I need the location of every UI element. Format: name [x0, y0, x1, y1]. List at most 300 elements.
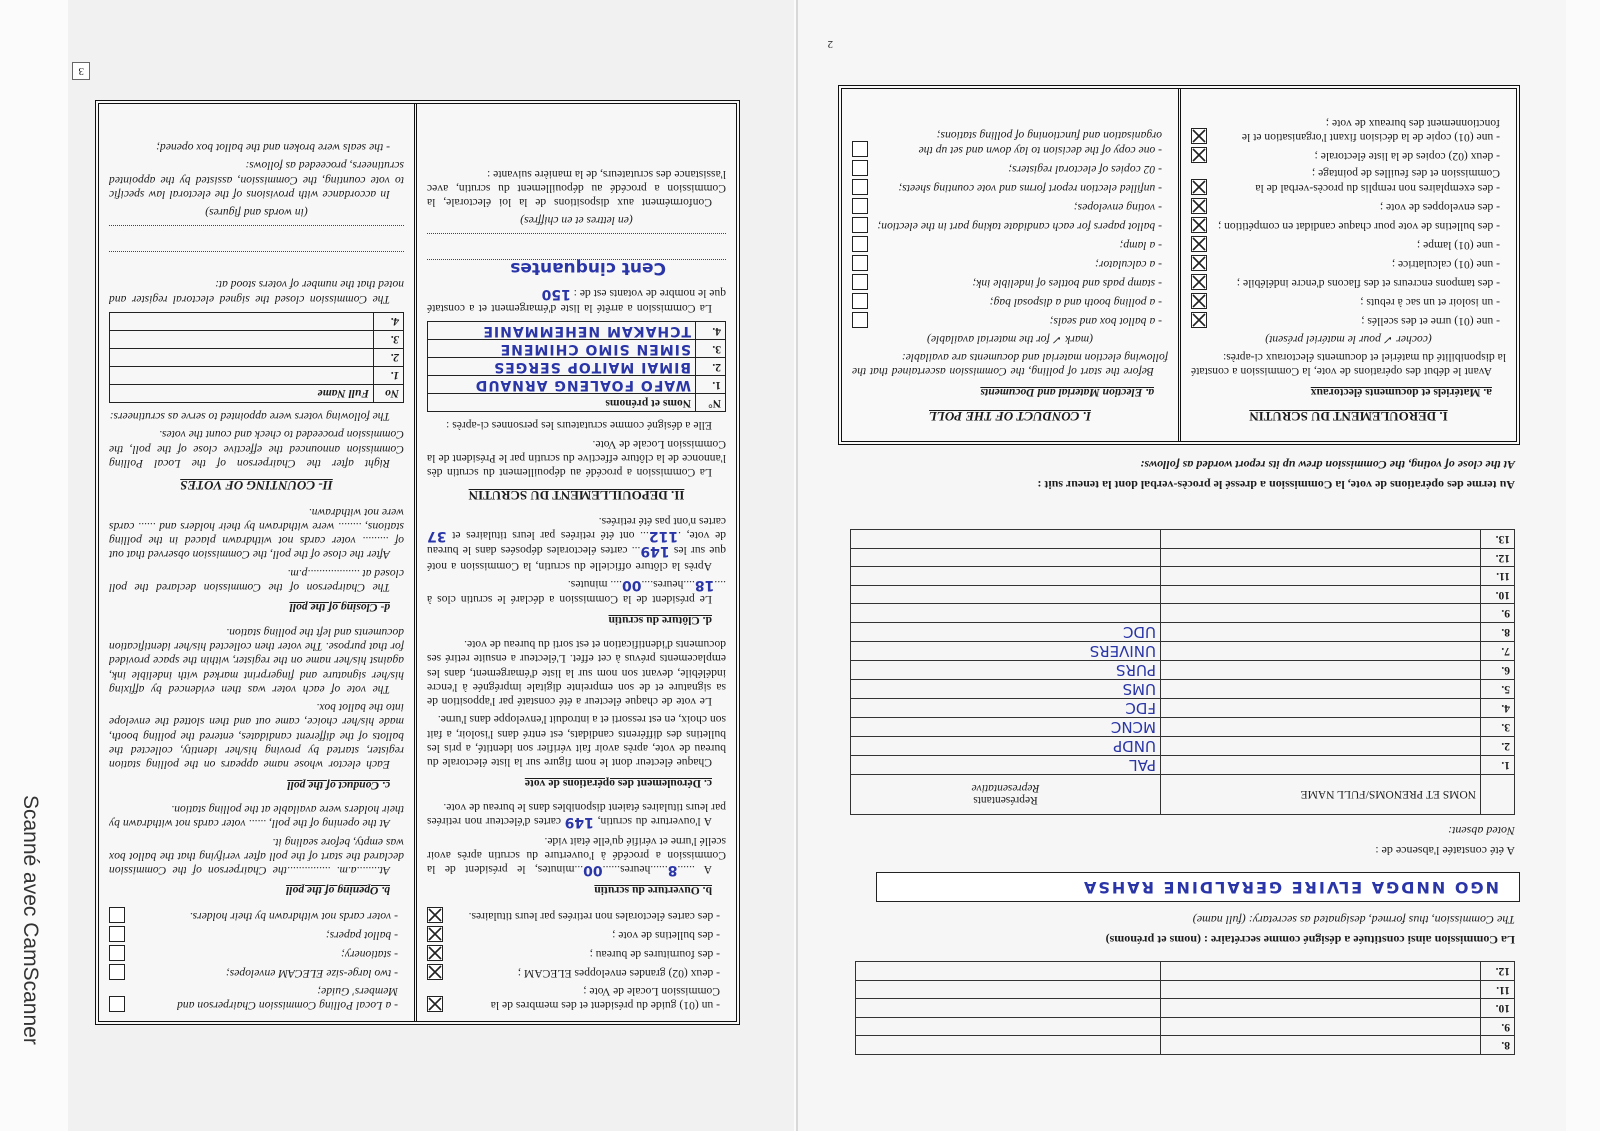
- page-number: 3: [73, 62, 91, 80]
- table-row: [428, 340, 726, 358]
- checklist-item: [852, 255, 1162, 271]
- paragraph: [109, 624, 404, 695]
- checklist-label: - des fournitures de bureau ;: [589, 948, 720, 962]
- section-heading: II. DEPOUILLEMENT DU SCRUTIN: [468, 487, 685, 503]
- row-num: 8.: [1481, 1036, 1515, 1055]
- table-row: [851, 623, 1515, 642]
- section-heading: I. CONDUCT OF THE POLL: [929, 409, 1091, 424]
- paragraph-text: - the seals were broken and the ballot box opened;: [156, 141, 390, 155]
- row-num: 5.: [1481, 680, 1515, 699]
- header-num: N°: [696, 394, 726, 412]
- absent-name: [1161, 699, 1481, 718]
- checklist-item: [109, 907, 398, 923]
- checklist-label: - a calculator;: [1095, 257, 1162, 271]
- empty-checkbox: [852, 198, 868, 214]
- row-num: 7.: [1481, 642, 1515, 661]
- paragraph-text: ...minutes, le président de la Commission a procédé à l'ouverture du scrutin après avoir scellé l'urne et vérifié qu'elle était vide.: [427, 834, 726, 877]
- header-num: No: [374, 384, 404, 402]
- table-row: [851, 699, 1515, 718]
- caption: (en lettres et en chiffres): [520, 214, 633, 228]
- dotted-answer-line: [427, 257, 726, 280]
- checklist-item: [1191, 293, 1500, 309]
- paragraph: [109, 427, 404, 470]
- scrutineer-name: [110, 366, 374, 384]
- checklist-label: - one copy of the decision to lay down and set up the organisation and functioning of polling stations;: [918, 129, 1162, 157]
- scrutineers-table: [109, 312, 404, 403]
- row-num: 4.: [696, 322, 726, 340]
- x-mark-icon: [1192, 275, 1206, 289]
- empty-checkbox: [852, 255, 868, 271]
- header-num: [1481, 775, 1515, 815]
- absent-name: [1161, 604, 1481, 623]
- subsection-heading: d- Closing of the poll: [289, 601, 390, 615]
- scrutineer-name: [110, 330, 374, 348]
- page-2: [800, 20, 1560, 1110]
- checklist-label: - a polling booth and a disposal bag;: [989, 295, 1162, 309]
- table-row: [851, 549, 1515, 568]
- checklist-item: [1191, 115, 1500, 144]
- checklist-label: - two large-size ELECAM envelopes;: [225, 967, 398, 981]
- paragraph-text: A ......: [677, 863, 712, 877]
- checklist-item: [427, 907, 720, 923]
- x-mark-icon: [428, 946, 442, 960]
- paragraph: [109, 504, 404, 561]
- table-header: [851, 775, 1515, 815]
- report-frame: [95, 100, 740, 1025]
- checklist-item: [109, 945, 398, 961]
- table-row: [851, 567, 1515, 586]
- table-row: [856, 999, 1515, 1018]
- paragraph-text: ......heures......: [602, 863, 668, 877]
- paragraph-text: Le vote de chaque électeur a été constaté par l'apposition de sa signature et de son empreinte digitale imprégnée à l'encre indélébile, devant son nom sur la liste d'émargement, dans les emplacements prévus à cet effet. L'électeur a ensuite retiré ses documents d'identification et est sorti du bureau de vote.: [427, 637, 726, 709]
- empty-checkbox: [109, 926, 125, 942]
- paragraph: [852, 350, 1168, 379]
- checklist-label: - a Local Polling Commission Chairperson and Members' Guide;: [177, 984, 398, 1012]
- paragraph: [109, 565, 404, 594]
- subsection-heading: b. Opening of the poll: [285, 884, 390, 898]
- paragraph: [427, 286, 726, 316]
- representative-party: MCNC: [851, 718, 1161, 737]
- handwritten-value: 149: [640, 543, 670, 560]
- paragraph: [109, 277, 404, 306]
- x-mark-icon: [1192, 294, 1206, 308]
- paragraph-text: At the opening of the poll, ...... voter cards not withdrawn by their holders were available at the polling station.: [109, 802, 404, 831]
- subsection-heading: c. Déroulement des opérations de vote: [524, 776, 712, 790]
- row-num: 13.: [1481, 530, 1515, 549]
- paragraph-text: Conformément aux dispositions de la loi électorale, la Commission a procédé au dépouillement du scrutin, avec l'assistance des scrutateurs, de la manière suivante :: [427, 167, 726, 210]
- table-row: [851, 718, 1515, 737]
- table-row: [110, 330, 404, 348]
- checklist-label: - des bulletins de vote ;: [612, 929, 720, 943]
- paragraph: [109, 158, 404, 201]
- row-num: 11.: [1481, 567, 1515, 586]
- row-num: 1.: [374, 366, 404, 384]
- member-role: [856, 999, 1161, 1018]
- member-name: [1161, 1036, 1481, 1055]
- secretary-name-field: [876, 872, 1520, 902]
- handwritten-value: Cent cinquantes: [510, 257, 666, 278]
- secretary-label-fr: La Commission ainsi constituée a désigné comme secrétaire : (noms et prénoms): [1105, 933, 1515, 947]
- checklist-item: [1191, 255, 1500, 271]
- subsection-heading: a. Matériels et documents électoraux: [1310, 385, 1492, 399]
- checklist-item: [1191, 274, 1500, 290]
- absent-name: [1161, 737, 1481, 756]
- representative-party: PURS: [851, 661, 1161, 680]
- checklist-item: [852, 179, 1162, 195]
- caption: (in words and figures): [205, 206, 308, 220]
- paragraph: [427, 166, 726, 209]
- checklist-item: [852, 217, 1162, 233]
- table-row: [856, 981, 1515, 1000]
- x-mark-icon: [428, 965, 442, 979]
- paragraph: [1191, 350, 1506, 379]
- checklist-item: [1191, 198, 1500, 214]
- representative-party: [851, 604, 1161, 623]
- checklist-label: - stamp pads and bottles of indelible ink;: [972, 276, 1162, 290]
- row-num: 1.: [1481, 756, 1515, 775]
- absent-name: [1161, 642, 1481, 661]
- french-column: [414, 104, 736, 1021]
- header-rep-fr: Représentants: [973, 794, 1038, 807]
- header-representative: [851, 775, 1161, 815]
- x-mark-icon: [1192, 313, 1206, 327]
- paragraph-text: The following voters were appointed to serve as scrutineers:: [109, 410, 390, 424]
- dotted-answer-line: [427, 234, 726, 254]
- member-role: [856, 981, 1161, 1000]
- scrutineers-table: [427, 321, 726, 412]
- checked-checkbox: [427, 964, 443, 980]
- representative-party: [851, 530, 1161, 549]
- empty-checkbox: [852, 312, 868, 328]
- checked-checkbox: [1191, 236, 1207, 252]
- checklist-label: - une (01) urne et des scellés ;: [1361, 314, 1500, 328]
- handwritten-value: 8: [667, 862, 678, 879]
- checklist-label: - unfilled election report forms and vote counting sheets;: [898, 181, 1162, 195]
- checklist-label: - des tampons encreurs et des flacons d'encre indélébile ;: [1236, 276, 1500, 290]
- paragraph: [427, 800, 726, 830]
- x-mark-icon: [1192, 218, 1206, 232]
- checklist-item: [109, 983, 398, 1012]
- french-column: [1178, 89, 1516, 441]
- checklist-label: - voter cards not withdrawn by their holders.: [189, 910, 398, 924]
- empty-checkbox: [109, 907, 125, 923]
- row-num: 4.: [374, 312, 404, 330]
- checklist-label: - une (01) copie de la décision fixant l'organisation et le fonctionnement des bureaux de vote ;: [1241, 116, 1500, 144]
- row-num: 2.: [1481, 737, 1515, 756]
- checklist-label: - des enveloppes de vote ;: [1379, 200, 1500, 214]
- table-row: [851, 661, 1515, 680]
- paragraph: [109, 834, 404, 877]
- subsection-heading: b. Ouverture du scrutin: [594, 884, 712, 898]
- absence-label-en: Noted absent:: [1448, 824, 1515, 838]
- member-name: [1161, 962, 1481, 981]
- checked-checkbox: [1191, 312, 1207, 328]
- empty-checkbox: [852, 236, 868, 252]
- paragraph: [427, 418, 726, 432]
- absent-name: [1161, 549, 1481, 568]
- row-num: 12.: [1481, 549, 1515, 568]
- scrutineer-name: BIMAI MAITOP SERGES: [428, 358, 696, 376]
- paragraph: [109, 140, 404, 154]
- absent-name: [1161, 718, 1481, 737]
- table-row: [428, 376, 726, 394]
- checklist-item: [852, 128, 1162, 157]
- paragraph-text: Avant le début des opérations de vote, la Commission a constaté la disponibilité du matériel et documents électoraux ci-après:: [1191, 351, 1506, 379]
- paragraph-text: The vote of each voter was then evidenced by affixing his/her signature and fingerprint marked with indelible ink, against his/her name on the register, within the space provided for that purpose. The voter then collected his/her identification documents and left the polling station.: [109, 625, 404, 696]
- empty-checkbox: [852, 141, 868, 157]
- checked-checkbox: [1191, 198, 1207, 214]
- checklist-label: - stationery;: [341, 948, 398, 962]
- checked-checkbox: [1191, 217, 1207, 233]
- subsection-heading: c. Conduct of the poll: [287, 778, 390, 792]
- table-row: [110, 366, 404, 384]
- absent-name: [1161, 567, 1481, 586]
- paragraph-text: cartes n'ont pas été retirées.: [598, 514, 726, 528]
- x-mark-icon: [1192, 237, 1206, 251]
- empty-checkbox: [109, 996, 125, 1012]
- checked-checkbox: [1191, 147, 1207, 163]
- header-name: Noms et prénoms: [428, 394, 696, 412]
- empty-checkbox: [852, 179, 868, 195]
- checklist-label: - a lamp;: [1119, 238, 1162, 252]
- absent-name: [1161, 756, 1481, 775]
- x-mark-icon: [428, 997, 442, 1011]
- checklist-label: - une (01) lampe ;: [1416, 238, 1500, 252]
- member-role: [856, 1018, 1161, 1037]
- table-row: [856, 962, 1515, 981]
- checklist-item: [109, 964, 398, 980]
- row-num: 8.: [1481, 623, 1515, 642]
- paragraph-text: La Commission a arrêté la liste d'émargement et a constaté que le nombre de votants est de :: [427, 286, 726, 316]
- paragraph-text: Before the start of polling, the Commission ascertained that the following election material and documents are available:: [852, 351, 1168, 379]
- member-role: [856, 962, 1161, 981]
- camscanner-watermark: Scanné avec CamScanner: [19, 795, 42, 1045]
- member-role: [856, 1036, 1161, 1055]
- x-mark-icon: [428, 908, 442, 922]
- paragraph-text: ... ont été retirées par leurs titulaires et: [446, 529, 649, 543]
- checklist-item: [427, 964, 720, 980]
- page-number: 2: [827, 38, 833, 50]
- paragraph: [109, 409, 404, 423]
- handwritten-value: 00: [621, 577, 642, 594]
- members-table: [855, 962, 1515, 1056]
- checklist-item: [852, 312, 1162, 328]
- checklist-label: - ballot papers for each candidate taking part in the election;: [877, 219, 1162, 233]
- handwritten-value: 00: [583, 862, 603, 879]
- checklist-label: - un isoloir et un sac à rebuts ;: [1360, 295, 1500, 309]
- caption: (mark ✓ for the material available): [927, 332, 1093, 346]
- empty-checkbox: [852, 217, 868, 233]
- table-row: [110, 348, 404, 366]
- paragraph: [427, 514, 726, 573]
- row-num: 2.: [374, 348, 404, 366]
- checklist-label: - deux (02) grandes enveloppes ELECAM ;: [517, 967, 720, 981]
- row-num: 9.: [1481, 604, 1515, 623]
- row-num: 10.: [1481, 586, 1515, 605]
- row-num: 3.: [696, 340, 726, 358]
- table-row: [851, 586, 1515, 605]
- absent-table: [850, 530, 1515, 816]
- checklist-item: [427, 926, 720, 942]
- checklist-label: - a ballot box and seals;: [1049, 314, 1162, 328]
- row-num: 2.: [696, 358, 726, 376]
- row-num: 1.: [696, 376, 726, 394]
- paragraph-text: Each elector whose name appears on the polling station register, started by proving his/her identity, collected the ballots of the different candidates, entered the polling booth, made his/her choice, came out and then slotted the envelope into the ballot box.: [109, 701, 404, 772]
- table-row: [856, 1036, 1515, 1055]
- empty-checkbox: [109, 964, 125, 980]
- checklist-item: [1191, 147, 1500, 163]
- paragraph: [109, 802, 404, 831]
- handwritten-value: 18: [694, 577, 715, 594]
- english-column: [842, 89, 1178, 441]
- handwritten-value: 149: [564, 814, 594, 831]
- secretary-name: NGO NNDGA ELVIRE GERALDINE RAHSA: [1081, 878, 1499, 897]
- table-header: [110, 384, 404, 402]
- representative-party: UNIVERS: [851, 642, 1161, 661]
- paragraph-text: Right after the Chairperson of the Local Polling Commission announced the effective close of the poll, the Commission proceeded to check and count the votes.: [109, 428, 404, 470]
- checklist-item: [1191, 217, 1500, 233]
- checklist-item: [1191, 166, 1500, 195]
- table-header: [428, 394, 726, 412]
- paragraph: [427, 577, 726, 607]
- table-row: [851, 530, 1515, 549]
- paragraph-text: In accordance with provisions of the electoral law specific to vote counting, the Commission, assisted by the appointed scrutineers, proceeded as follows:: [109, 159, 404, 201]
- paragraph-text: Elle a désigné comme scrutateurs les personnes ci-après :: [446, 419, 712, 433]
- member-name: [1161, 981, 1481, 1000]
- paragraph: [427, 712, 726, 769]
- scrutineer-name: [110, 312, 374, 330]
- checklist-item: [852, 293, 1162, 309]
- scrutineer-name: SIMEN SIMO CHIMENE: [428, 340, 696, 358]
- checklist-label: - voting envelopes;: [1073, 200, 1162, 214]
- representative-party: FDC: [851, 699, 1161, 718]
- table-row: [428, 322, 726, 340]
- absent-name: [1161, 661, 1481, 680]
- report-intro-en: At the close of voting, the Commission drew up its report worded as follows:: [1140, 458, 1515, 472]
- handwritten-value: 150: [541, 285, 571, 302]
- row-num: 6.: [1481, 661, 1515, 680]
- checked-checkbox: [427, 945, 443, 961]
- section-heading: II- COUNTING OF VOTES: [180, 478, 333, 494]
- subsection-heading: a. Election Material and Documents: [980, 385, 1154, 399]
- x-mark-icon: [428, 927, 442, 941]
- row-num: 9.: [1481, 1018, 1515, 1037]
- table-row: [851, 680, 1515, 699]
- checklist-item: [852, 236, 1162, 252]
- table-row: [851, 756, 1515, 775]
- checklist-item: [109, 926, 398, 942]
- checklist-item: [852, 198, 1162, 214]
- representative-party: [851, 567, 1161, 586]
- checklist-item: [427, 983, 720, 1012]
- paragraph-text: The Commission closed the signed electoral register and noted that the number of voters stood at:: [109, 278, 404, 306]
- checklist-label: - deux (02) copies de la liste électorale ;: [1314, 149, 1500, 163]
- dotted-answer-line: [109, 225, 404, 245]
- table-row: [851, 604, 1515, 623]
- empty-checkbox: [852, 293, 868, 309]
- paragraph-text: ... cartes électorales déposées dans le bureau de vote, .: [427, 529, 726, 558]
- member-name: [1161, 999, 1481, 1018]
- row-num: 12.: [1481, 962, 1515, 981]
- absence-label-fr: A été constatée l'absence de :: [1375, 844, 1515, 858]
- conduct-frame: [838, 85, 1520, 445]
- representative-party: UMS: [851, 680, 1161, 699]
- checklist-item: [427, 945, 720, 961]
- checked-checkbox: [1191, 274, 1207, 290]
- paragraph: [109, 700, 404, 771]
- paragraph: [427, 833, 726, 877]
- row-num: 11.: [1481, 981, 1515, 1000]
- absent-name: [1161, 680, 1481, 699]
- x-mark-icon: [1192, 199, 1206, 213]
- x-mark-icon: [1192, 180, 1206, 194]
- paragraph-text: ....heures....: [641, 578, 695, 592]
- checked-checkbox: [1191, 293, 1207, 309]
- secretary-label-en: The Commission, thus formed, designated as secretary: (full name): [1192, 913, 1515, 927]
- table-row: [851, 642, 1515, 661]
- representative-party: [851, 586, 1161, 605]
- scrutineer-name: [110, 348, 374, 366]
- row-num: 3.: [374, 330, 404, 348]
- checklist-label: - des cartes électorales non retirées par leurs titulaires.: [468, 910, 720, 924]
- paragraph-text: A l'ouverture du scrutin,: [593, 815, 712, 829]
- row-num: 4.: [1481, 699, 1515, 718]
- header-full-name: NOMS ET PRENOMS/FULL NAME: [1161, 775, 1481, 815]
- checklist-label: - une (01) calculatrice ;: [1391, 257, 1500, 271]
- checklist-item: [852, 160, 1162, 176]
- paragraph-text: At........a.m. ...............the Chairperson of the Commission declared the start of the poll after verifying that the ballot box was empty, before sealing it.: [109, 835, 404, 878]
- absent-name: [1161, 623, 1481, 642]
- checked-checkbox: [1191, 128, 1207, 144]
- x-mark-icon: [1192, 129, 1206, 143]
- checked-checkbox: [1191, 179, 1207, 195]
- empty-checkbox: [852, 274, 868, 290]
- representative-party: PAL: [851, 756, 1161, 775]
- representative-party: UDC: [851, 623, 1161, 642]
- checked-checkbox: [1191, 255, 1207, 271]
- paragraph-text: The Chairperson of the Commission declared the poll closed at ..................p.m.: [109, 566, 404, 595]
- empty-checkbox: [852, 160, 868, 176]
- member-name: [1161, 1018, 1481, 1037]
- dotted-answer-line: [109, 251, 404, 271]
- subsection-heading: d. Clôture du scrutin: [608, 613, 712, 627]
- paragraph-text: La Commission a procédé au dépouillement du scrutin dès l'annonce de la clôture effective du scrutin par le Président de la Commission Locale de Vote.: [427, 437, 726, 480]
- checklist-label: - des exemplaires non remplis du procès-verbal de la Commission et des feuilles de pointage ;: [1255, 167, 1500, 195]
- report-intro-fr: Au terme des opérations de vote, la Commission a dressé le procès-verbal dont la teneur suit :: [1037, 478, 1515, 492]
- scrutineer-name: TCHAKAM NEHEMMANIE: [428, 322, 696, 340]
- row-num: 10.: [1481, 999, 1515, 1018]
- representative-party: UNDP: [851, 737, 1161, 756]
- table-row: [851, 737, 1515, 756]
- table-row: [110, 312, 404, 330]
- paragraph-text: Chaque électeur dont le nom figure sur la liste électorale du bureau de vote, après avoir fait vérifier son identité, a pris les bulletins des différents candidats, est entré dans l'isoloir, a fait son choix, en est ressorti et a introduit l'enveloppe dans l'urne.: [427, 713, 726, 770]
- page-3: [70, 40, 790, 1120]
- x-mark-icon: [1192, 148, 1206, 162]
- checklist-label: - des bulletins de vote pour chaque candidat en compétition ;: [1217, 219, 1500, 233]
- absent-name: [1161, 586, 1481, 605]
- checklist-item: [852, 274, 1162, 290]
- absent-name: [1161, 530, 1481, 549]
- table-row: [428, 358, 726, 376]
- x-mark-icon: [1192, 256, 1206, 270]
- paragraph-text: cartes d'électeur non retirées par leurs titulaires étaient disponibles dans le bureau de vote.: [426, 800, 726, 829]
- handwritten-value: 112: [648, 528, 679, 545]
- header-name: Full Name: [110, 384, 374, 402]
- paragraph: [427, 637, 726, 708]
- caption: (cocher ✓ pour le matériel présent): [1265, 332, 1432, 346]
- checklist-label: - ballot papers;: [325, 929, 398, 943]
- checked-checkbox: [427, 907, 443, 923]
